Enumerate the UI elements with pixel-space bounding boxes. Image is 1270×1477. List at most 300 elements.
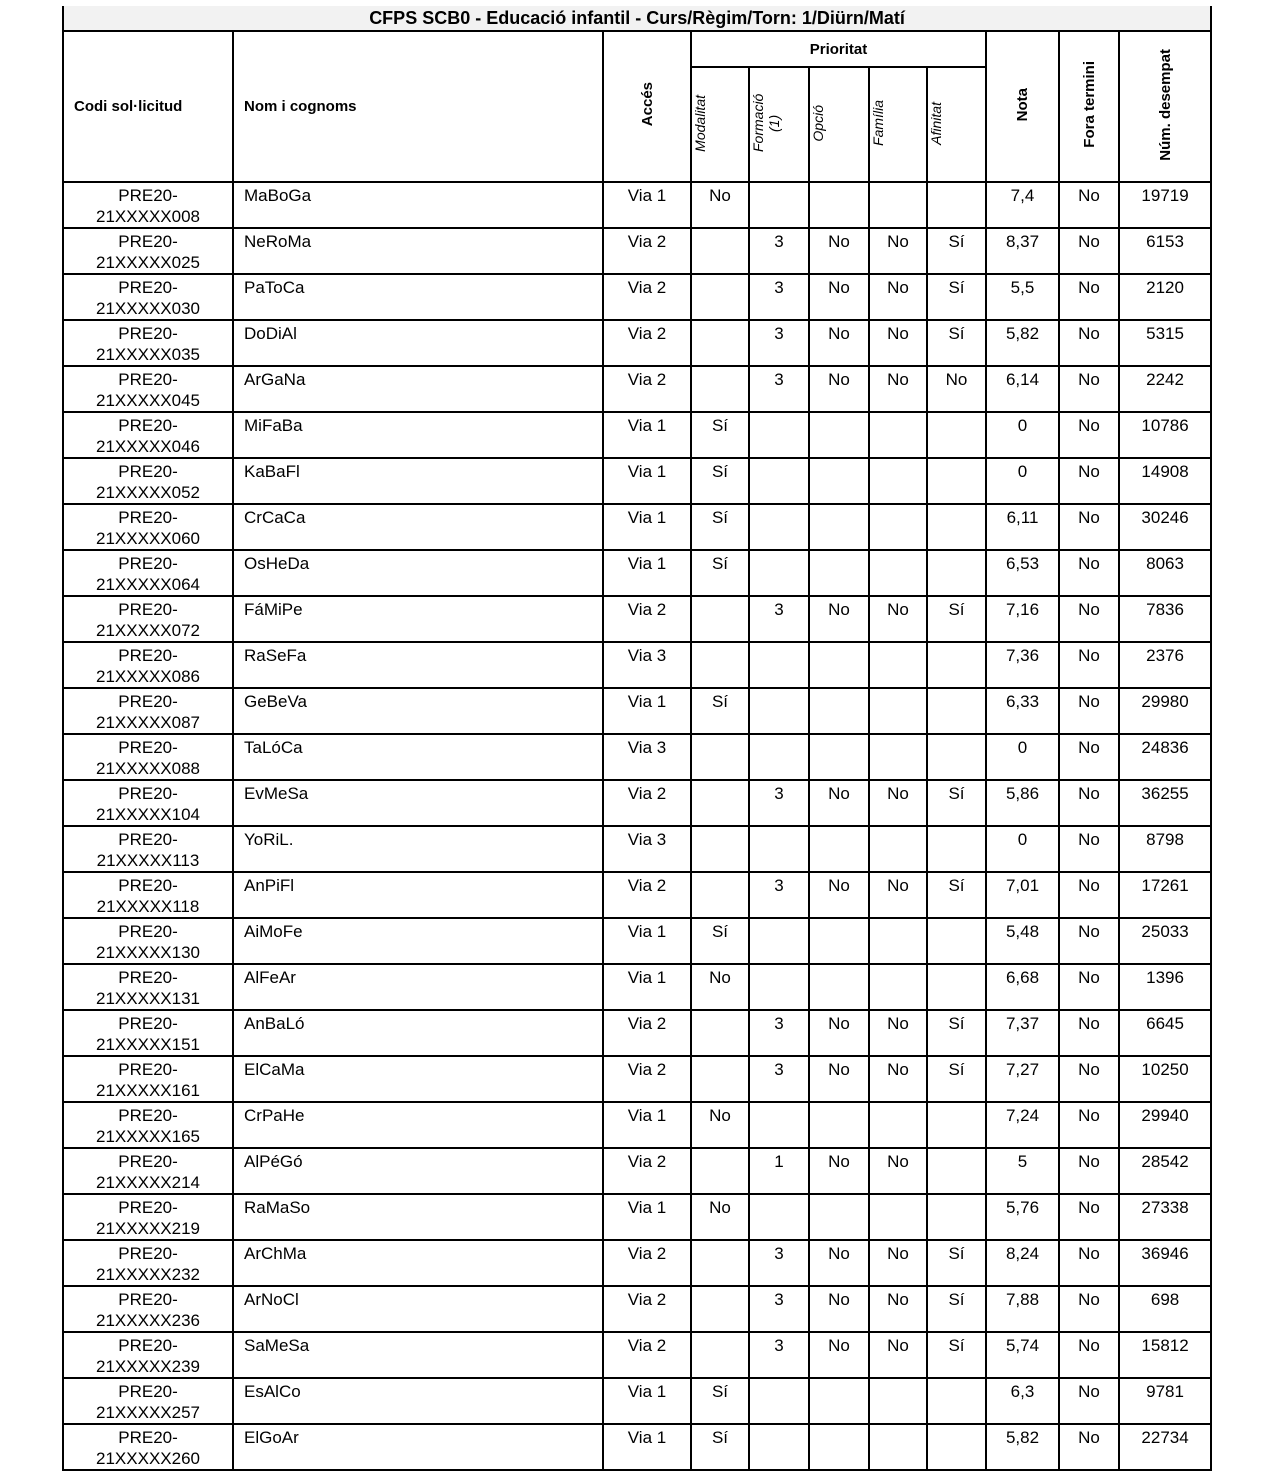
table-row — [63, 642, 1211, 688]
cell-num: 25033 — [1119, 918, 1211, 964]
cell-nom: AnPiFl — [233, 872, 603, 918]
cell-nota: 0 — [986, 826, 1059, 872]
cell-afinitat: Sí — [927, 596, 986, 642]
cell-nom: MiFaBa — [233, 412, 603, 458]
cell-opcio: No — [809, 596, 869, 642]
cell-acces: Via 3 — [603, 734, 691, 780]
cell-acces: Via 2 — [603, 366, 691, 412]
table-row — [63, 320, 1211, 366]
cell-nota: 6,53 — [986, 550, 1059, 596]
cell-acces: Via 1 — [603, 458, 691, 504]
cell-familia: No — [869, 596, 927, 642]
cell-formacio: 3 — [749, 274, 809, 320]
table-row — [63, 1286, 1211, 1332]
cell-codi: PRE20-21XXXXX130 — [63, 918, 233, 964]
cell-afinitat — [927, 1378, 986, 1424]
cell-formacio — [749, 182, 809, 228]
table-row — [63, 1056, 1211, 1102]
header-opcio — [809, 67, 869, 182]
cell-afinitat: Sí — [927, 1010, 986, 1056]
header-nota-label: Nota — [1014, 87, 1031, 122]
cell-codi: PRE20-21XXXXX151 — [63, 1010, 233, 1056]
cell-fora: No — [1059, 872, 1119, 918]
cell-opcio — [809, 1424, 869, 1470]
cell-modalitat: No — [691, 1194, 749, 1240]
cell-codi: PRE20-21XXXXX104 — [63, 780, 233, 826]
cell-codi: PRE20-21XXXXX046 — [63, 412, 233, 458]
cell-fora: No — [1059, 274, 1119, 320]
cell-familia — [869, 918, 927, 964]
cell-afinitat — [927, 504, 986, 550]
cell-formacio — [749, 642, 809, 688]
cell-opcio — [809, 550, 869, 596]
cell-num: 36255 — [1119, 780, 1211, 826]
cell-afinitat: Sí — [927, 274, 986, 320]
cell-familia — [869, 412, 927, 458]
cell-opcio: No — [809, 1332, 869, 1378]
cell-formacio — [749, 734, 809, 780]
cell-opcio: No — [809, 228, 869, 274]
cell-fora: No — [1059, 320, 1119, 366]
cell-num: 10250 — [1119, 1056, 1211, 1102]
cell-afinitat: Sí — [927, 320, 986, 366]
cell-fora: No — [1059, 412, 1119, 458]
cell-familia — [869, 182, 927, 228]
cell-acces: Via 1 — [603, 412, 691, 458]
cell-nota: 5 — [986, 1148, 1059, 1194]
cell-modalitat: Sí — [691, 412, 749, 458]
cell-afinitat: Sí — [927, 1240, 986, 1286]
table-row — [63, 182, 1211, 228]
header-familia-label: Família — [870, 100, 886, 146]
cell-fora: No — [1059, 1010, 1119, 1056]
cell-acces: Via 1 — [603, 550, 691, 596]
table-row — [63, 504, 1211, 550]
cell-familia: No — [869, 1148, 927, 1194]
cell-modalitat — [691, 1286, 749, 1332]
cell-fora: No — [1059, 550, 1119, 596]
cell-acces: Via 1 — [603, 504, 691, 550]
cell-num: 8798 — [1119, 826, 1211, 872]
cell-formacio — [749, 918, 809, 964]
cell-modalitat: Sí — [691, 918, 749, 964]
cell-nota: 8,24 — [986, 1240, 1059, 1286]
header-fora-label: Fora termini — [1080, 61, 1098, 148]
cell-fora: No — [1059, 918, 1119, 964]
cell-num: 7836 — [1119, 596, 1211, 642]
cell-opcio: No — [809, 1148, 869, 1194]
cell-fora: No — [1059, 780, 1119, 826]
cell-formacio: 3 — [749, 1240, 809, 1286]
cell-formacio: 3 — [749, 872, 809, 918]
cell-afinitat — [927, 918, 986, 964]
cell-acces: Via 2 — [603, 1010, 691, 1056]
cell-num: 6153 — [1119, 228, 1211, 274]
cell-nota: 7,88 — [986, 1286, 1059, 1332]
cell-acces: Via 2 — [603, 872, 691, 918]
cell-afinitat — [927, 182, 986, 228]
cell-afinitat — [927, 1424, 986, 1470]
table-body — [63, 182, 1211, 1470]
cell-codi: PRE20-21XXXXX088 — [63, 734, 233, 780]
cell-codi: PRE20-21XXXXX257 — [63, 1378, 233, 1424]
cell-nom: ArGaNa — [233, 366, 603, 412]
cell-fora: No — [1059, 1332, 1119, 1378]
cell-num: 2242 — [1119, 366, 1211, 412]
cell-familia — [869, 734, 927, 780]
cell-familia: No — [869, 780, 927, 826]
cell-acces: Via 2 — [603, 1286, 691, 1332]
cell-num: 36946 — [1119, 1240, 1211, 1286]
cell-familia — [869, 1424, 927, 1470]
header-formacio-label: Formació (1) — [750, 93, 782, 153]
cell-fora: No — [1059, 366, 1119, 412]
header-num-label: Núm. desempat — [1156, 48, 1174, 161]
cell-modalitat — [691, 734, 749, 780]
cell-modalitat — [691, 1056, 749, 1102]
cell-modalitat: No — [691, 182, 749, 228]
cell-opcio — [809, 826, 869, 872]
cell-acces: Via 2 — [603, 596, 691, 642]
cell-opcio — [809, 182, 869, 228]
cell-opcio: No — [809, 1240, 869, 1286]
cell-nota: 6,33 — [986, 688, 1059, 734]
cell-acces: Via 3 — [603, 642, 691, 688]
cell-nota: 6,14 — [986, 366, 1059, 412]
cell-opcio — [809, 688, 869, 734]
cell-formacio: 3 — [749, 1056, 809, 1102]
cell-opcio — [809, 1194, 869, 1240]
cell-modalitat — [691, 780, 749, 826]
cell-nota: 7,37 — [986, 1010, 1059, 1056]
cell-fora: No — [1059, 734, 1119, 780]
table-row — [63, 274, 1211, 320]
cell-fora: No — [1059, 642, 1119, 688]
cell-formacio — [749, 1424, 809, 1470]
cell-num: 24836 — [1119, 734, 1211, 780]
cell-nota: 6,11 — [986, 504, 1059, 550]
cell-afinitat: Sí — [927, 228, 986, 274]
cell-afinitat — [927, 964, 986, 1010]
cell-opcio: No — [809, 366, 869, 412]
cell-modalitat: Sí — [691, 1378, 749, 1424]
cell-afinitat: Sí — [927, 1286, 986, 1332]
cell-formacio: 3 — [749, 228, 809, 274]
cell-acces: Via 2 — [603, 780, 691, 826]
cell-modalitat — [691, 642, 749, 688]
table-row — [63, 458, 1211, 504]
cell-num: 1396 — [1119, 964, 1211, 1010]
cell-num: 22734 — [1119, 1424, 1211, 1470]
header-num — [1119, 31, 1211, 182]
table-row — [63, 1332, 1211, 1378]
cell-familia: No — [869, 320, 927, 366]
cell-nom: SaMeSa — [233, 1332, 603, 1378]
cell-modalitat — [691, 366, 749, 412]
cell-opcio — [809, 918, 869, 964]
cell-fora: No — [1059, 596, 1119, 642]
cell-acces: Via 2 — [603, 1332, 691, 1378]
cell-codi: PRE20-21XXXXX161 — [63, 1056, 233, 1102]
cell-acces: Via 2 — [603, 1056, 691, 1102]
cell-num: 30246 — [1119, 504, 1211, 550]
cell-nom: EsAlCo — [233, 1378, 603, 1424]
cell-formacio — [749, 504, 809, 550]
cell-codi: PRE20-21XXXXX219 — [63, 1194, 233, 1240]
cell-acces: Via 1 — [603, 964, 691, 1010]
cell-num: 2120 — [1119, 274, 1211, 320]
header-familia — [869, 67, 927, 182]
cell-opcio — [809, 504, 869, 550]
cell-afinitat — [927, 734, 986, 780]
cell-acces: Via 1 — [603, 1102, 691, 1148]
cell-fora: No — [1059, 1056, 1119, 1102]
cell-familia — [869, 504, 927, 550]
cell-afinitat: Sí — [927, 1056, 986, 1102]
table-title: CFPS SCB0 - Educació infantil - Curs/Règim/Torn: 1/Diürn/Matí — [63, 6, 1211, 31]
header-acces-label: Accés — [638, 82, 656, 127]
cell-codi: PRE20-21XXXXX236 — [63, 1286, 233, 1332]
cell-familia — [869, 1102, 927, 1148]
table-row — [63, 1240, 1211, 1286]
cell-nom: RaMaSo — [233, 1194, 603, 1240]
cell-familia: No — [869, 872, 927, 918]
table-row — [63, 918, 1211, 964]
cell-formacio: 3 — [749, 780, 809, 826]
cell-modalitat — [691, 826, 749, 872]
cell-nota: 7,24 — [986, 1102, 1059, 1148]
cell-fora: No — [1059, 1286, 1119, 1332]
cell-nom: AiMoFe — [233, 918, 603, 964]
cell-codi: PRE20-21XXXXX113 — [63, 826, 233, 872]
cell-modalitat — [691, 320, 749, 366]
cell-acces: Via 2 — [603, 274, 691, 320]
cell-modalitat — [691, 274, 749, 320]
cell-modalitat: Sí — [691, 688, 749, 734]
cell-nom: EvMeSa — [233, 780, 603, 826]
cell-modalitat: Sí — [691, 550, 749, 596]
cell-fora: No — [1059, 964, 1119, 1010]
cell-opcio: No — [809, 320, 869, 366]
cell-opcio — [809, 412, 869, 458]
cell-formacio — [749, 412, 809, 458]
header-formacio — [749, 67, 809, 182]
cell-fora: No — [1059, 1194, 1119, 1240]
cell-familia: No — [869, 274, 927, 320]
cell-fora: No — [1059, 458, 1119, 504]
table-row — [63, 1010, 1211, 1056]
cell-fora: No — [1059, 228, 1119, 274]
cell-afinitat — [927, 688, 986, 734]
cell-nom: KaBaFl — [233, 458, 603, 504]
cell-formacio — [749, 826, 809, 872]
cell-opcio — [809, 1102, 869, 1148]
cell-num: 14908 — [1119, 458, 1211, 504]
cell-num: 10786 — [1119, 412, 1211, 458]
cell-nota: 7,01 — [986, 872, 1059, 918]
header-afinitat-label: Afinitat — [928, 101, 944, 145]
cell-num: 15812 — [1119, 1332, 1211, 1378]
cell-nom: ArNoCl — [233, 1286, 603, 1332]
cell-fora: No — [1059, 182, 1119, 228]
cell-fora: No — [1059, 1424, 1119, 1470]
cell-formacio: 3 — [749, 1332, 809, 1378]
cell-codi: PRE20-21XXXXX030 — [63, 274, 233, 320]
cell-afinitat: Sí — [927, 780, 986, 826]
header-opcio-label: Opció — [810, 104, 826, 142]
cell-fora: No — [1059, 826, 1119, 872]
cell-fora: No — [1059, 504, 1119, 550]
table-row — [63, 412, 1211, 458]
cell-afinitat — [927, 412, 986, 458]
cell-afinitat — [927, 642, 986, 688]
cell-num: 6645 — [1119, 1010, 1211, 1056]
cell-nota: 5,76 — [986, 1194, 1059, 1240]
cell-codi: PRE20-21XXXXX118 — [63, 872, 233, 918]
cell-nom: ElCaMa — [233, 1056, 603, 1102]
cell-nom: CrCaCa — [233, 504, 603, 550]
header-nota — [986, 31, 1059, 182]
cell-familia: No — [869, 366, 927, 412]
cell-nom: GeBeVa — [233, 688, 603, 734]
cell-opcio — [809, 964, 869, 1010]
cell-familia: No — [869, 1286, 927, 1332]
cell-nota: 5,82 — [986, 1424, 1059, 1470]
cell-formacio: 3 — [749, 1010, 809, 1056]
cell-modalitat: No — [691, 964, 749, 1010]
cell-nom: NeRoMa — [233, 228, 603, 274]
cell-modalitat: No — [691, 1102, 749, 1148]
table-row — [63, 734, 1211, 780]
cell-formacio — [749, 964, 809, 1010]
cell-codi: PRE20-21XXXXX008 — [63, 182, 233, 228]
admissions-list — [62, 6, 1210, 1471]
cell-modalitat — [691, 1240, 749, 1286]
table-row — [63, 1102, 1211, 1148]
cell-opcio — [809, 734, 869, 780]
cell-num: 5315 — [1119, 320, 1211, 366]
table-row — [63, 1424, 1211, 1470]
cell-codi: PRE20-21XXXXX035 — [63, 320, 233, 366]
cell-opcio: No — [809, 780, 869, 826]
cell-codi: PRE20-21XXXXX025 — [63, 228, 233, 274]
header-fora — [1059, 31, 1119, 182]
cell-acces: Via 1 — [603, 1424, 691, 1470]
cell-acces: Via 2 — [603, 1240, 691, 1286]
cell-nom: ArChMa — [233, 1240, 603, 1286]
cell-codi: PRE20-21XXXXX165 — [63, 1102, 233, 1148]
header-modalitat — [691, 67, 749, 182]
cell-familia — [869, 1194, 927, 1240]
cell-fora: No — [1059, 1240, 1119, 1286]
cell-formacio — [749, 688, 809, 734]
cell-nom: ElGoAr — [233, 1424, 603, 1470]
cell-familia — [869, 688, 927, 734]
table-row — [63, 1194, 1211, 1240]
header-prioritat: Prioritat — [691, 31, 986, 67]
cell-formacio — [749, 550, 809, 596]
cell-formacio: 3 — [749, 366, 809, 412]
cell-nom: PaToCa — [233, 274, 603, 320]
cell-num: 29980 — [1119, 688, 1211, 734]
cell-nota: 0 — [986, 458, 1059, 504]
cell-nom: RaSeFa — [233, 642, 603, 688]
cell-codi: PRE20-21XXXXX214 — [63, 1148, 233, 1194]
cell-afinitat: Sí — [927, 1332, 986, 1378]
cell-familia: No — [869, 1332, 927, 1378]
cell-num: 29940 — [1119, 1102, 1211, 1148]
cell-codi: PRE20-21XXXXX087 — [63, 688, 233, 734]
cell-formacio — [749, 1194, 809, 1240]
table-row — [63, 596, 1211, 642]
cell-opcio: No — [809, 274, 869, 320]
cell-afinitat — [927, 1102, 986, 1148]
cell-afinitat — [927, 550, 986, 596]
cell-num: 2376 — [1119, 642, 1211, 688]
cell-acces: Via 1 — [603, 1194, 691, 1240]
cell-acces: Via 3 — [603, 826, 691, 872]
cell-nom: AlPéGó — [233, 1148, 603, 1194]
cell-formacio — [749, 458, 809, 504]
cell-modalitat — [691, 872, 749, 918]
cell-num: 28542 — [1119, 1148, 1211, 1194]
cell-nota: 5,82 — [986, 320, 1059, 366]
table-row — [63, 1378, 1211, 1424]
cell-modalitat — [691, 228, 749, 274]
cell-nota: 7,4 — [986, 182, 1059, 228]
cell-familia: No — [869, 1010, 927, 1056]
cell-afinitat — [927, 1194, 986, 1240]
cell-familia — [869, 458, 927, 504]
table-row — [63, 964, 1211, 1010]
cell-opcio — [809, 1378, 869, 1424]
cell-nota: 5,5 — [986, 274, 1059, 320]
cell-nom: DoDiAl — [233, 320, 603, 366]
cell-fora: No — [1059, 1148, 1119, 1194]
cell-nom: CrPaHe — [233, 1102, 603, 1148]
cell-acces: Via 1 — [603, 688, 691, 734]
cell-opcio: No — [809, 1286, 869, 1332]
cell-fora: No — [1059, 1102, 1119, 1148]
cell-modalitat — [691, 1148, 749, 1194]
cell-formacio — [749, 1378, 809, 1424]
table-row — [63, 550, 1211, 596]
cell-modalitat: Sí — [691, 504, 749, 550]
table-row — [63, 1148, 1211, 1194]
cell-codi: PRE20-21XXXXX260 — [63, 1424, 233, 1470]
cell-opcio: No — [809, 872, 869, 918]
admissions-table — [62, 6, 1212, 1471]
cell-nota: 6,3 — [986, 1378, 1059, 1424]
cell-codi: PRE20-21XXXXX064 — [63, 550, 233, 596]
cell-afinitat: No — [927, 366, 986, 412]
cell-codi: PRE20-21XXXXX072 — [63, 596, 233, 642]
cell-modalitat — [691, 596, 749, 642]
cell-codi: PRE20-21XXXXX045 — [63, 366, 233, 412]
cell-acces: Via 2 — [603, 320, 691, 366]
cell-modalitat: Sí — [691, 1424, 749, 1470]
cell-familia — [869, 642, 927, 688]
cell-opcio: No — [809, 1010, 869, 1056]
cell-familia: No — [869, 228, 927, 274]
table-row — [63, 872, 1211, 918]
header-modalitat-label: Modalitat — [692, 94, 708, 152]
cell-fora: No — [1059, 688, 1119, 734]
header-afinitat — [927, 67, 986, 182]
cell-familia: No — [869, 1240, 927, 1286]
cell-familia — [869, 1378, 927, 1424]
cell-nota: 8,37 — [986, 228, 1059, 274]
